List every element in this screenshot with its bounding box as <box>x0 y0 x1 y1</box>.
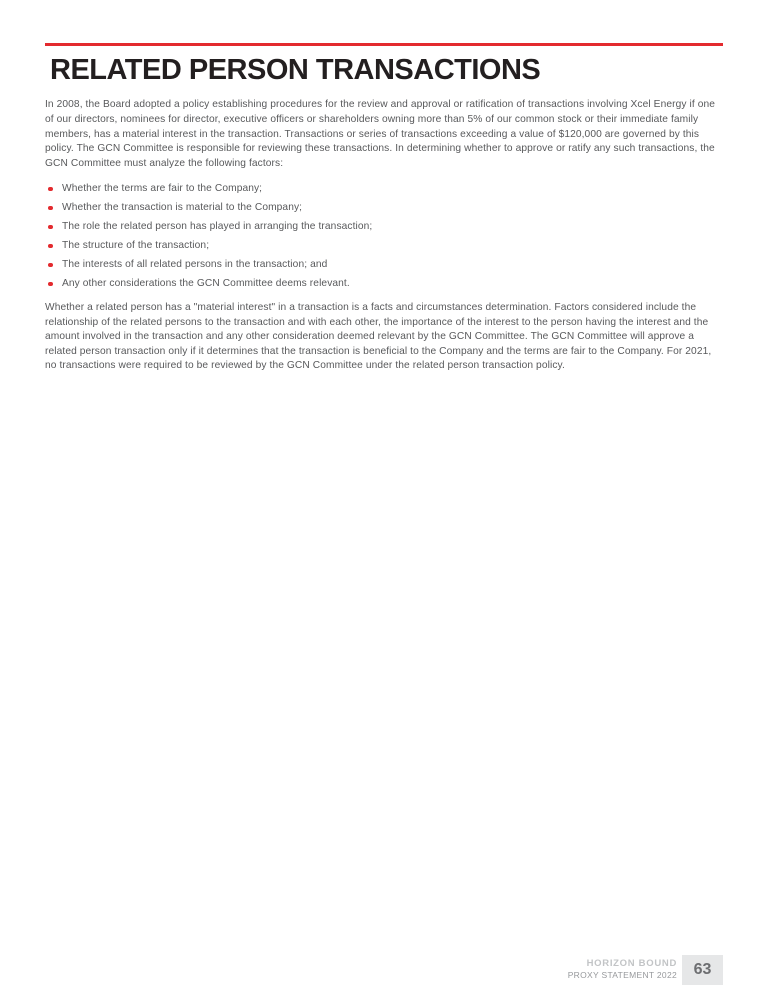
title-accent-rule <box>45 43 723 46</box>
list-item-text: The role the related person has played in arranging the transaction; <box>62 221 373 233</box>
footer-brand-block <box>568 958 677 982</box>
bullet-dot-icon <box>48 225 53 230</box>
list-item <box>45 239 723 253</box>
list-item-text: Any other considerations the GCN Committee deems relevant. <box>62 278 350 290</box>
factors-list <box>45 182 723 291</box>
list-item <box>45 182 723 196</box>
closing-paragraph: Whether a related person has a "material interest" in a transaction is a facts and circumstances determination. Factors considered include the relationship of the related persons to the transaction and with each other, the importance of the interest to the person having the interest and the amount involved in the transaction and any other consideration deemed relevant by the GCN Committee. The GCN Committee will approve a related person transaction only if it determines that the transaction is beneficial to the Company and the terms are fair to the Company. For 2021, no transactions were required to be reviewed by the GCN Committee under the related person transaction policy. <box>45 301 712 372</box>
page-title: RELATED PERSON TRANSACTIONS <box>50 54 541 86</box>
list-item-text: The interests of all related persons in the transaction; and <box>62 259 328 271</box>
footer-brand-name: HORIZON BOUND <box>586 958 677 969</box>
list-item <box>45 277 723 291</box>
page-number-box <box>682 955 723 985</box>
list-item <box>45 220 723 234</box>
bullet-dot-icon <box>48 206 53 211</box>
footer-proxy-statement-label: PROXY STATEMENT 2022 <box>567 970 677 980</box>
list-item <box>45 258 723 272</box>
bullet-dot-icon <box>48 263 53 268</box>
list-item-text: Whether the transaction is material to the Company; <box>62 202 303 214</box>
page-content <box>45 43 723 374</box>
list-item <box>45 201 723 215</box>
list-item-text: Whether the terms are fair to the Company; <box>62 183 263 195</box>
bullet-dot-icon <box>48 244 53 249</box>
list-item-text: The structure of the transaction; <box>62 240 210 252</box>
intro-paragraph: In 2008, the Board adopted a policy establishing procedures for the review and approval or ratification of transactions involving Xcel Energy if one of our directors, nominees for director, executive officers or shareholders owning more than 5% of our common stock or their immediate family members, has a material interest in the transaction. Transactions or series of transactions exceeding a value of $120,000 are governed by this policy. The GCN Committee is responsible for reviewing these transactions. In determining whether to approve or ratify any such transactions, the GCN Committee must analyze the following factors: <box>45 99 716 169</box>
page-number: 63 <box>693 961 712 978</box>
bullet-dot-icon <box>48 282 53 287</box>
bullet-dot-icon <box>48 187 53 192</box>
page-footer <box>568 955 723 985</box>
